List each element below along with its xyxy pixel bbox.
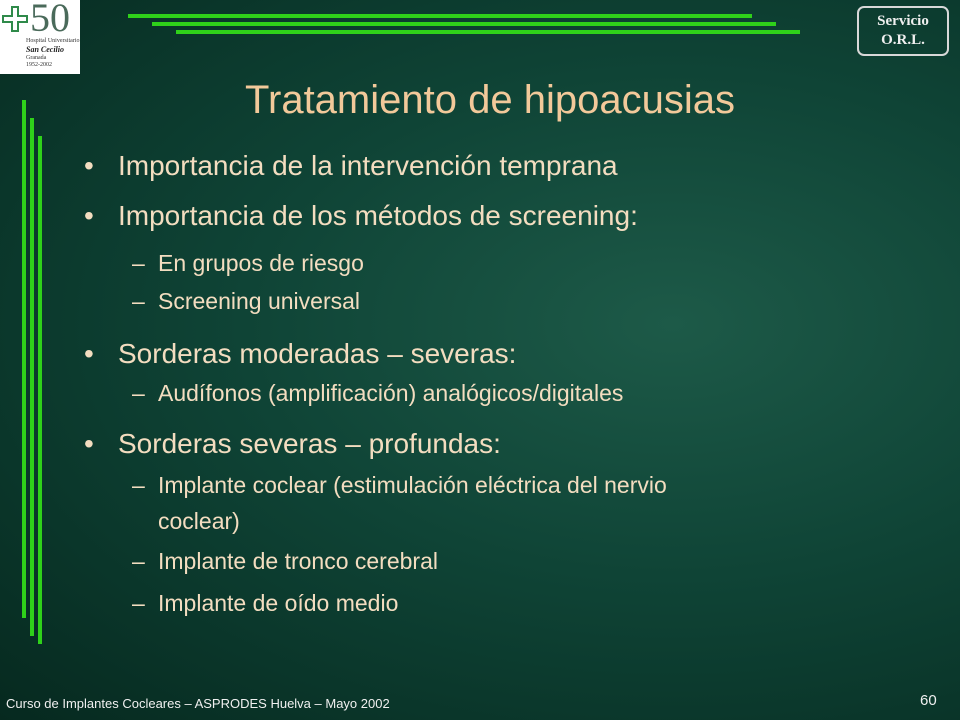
bullet-text: Implante de tronco cerebral xyxy=(158,548,438,574)
bullet-text: Implante coclear (estimulación eléctrica del nervio xyxy=(158,472,667,498)
bullet-marker: • xyxy=(84,200,94,231)
dash-marker: – xyxy=(132,288,145,314)
bullet-text: Importancia de los métodos de screening: xyxy=(118,200,638,231)
dash-marker: – xyxy=(132,548,145,574)
bullet-item xyxy=(84,200,638,232)
slide-title: Tratamiento de hipoacusias xyxy=(245,78,735,122)
sub-bullet-item xyxy=(132,548,438,575)
sub-bullet-item xyxy=(158,508,240,535)
dash-marker: – xyxy=(132,472,145,498)
cross-icon xyxy=(2,6,28,32)
logo-anniversary-number: 50 xyxy=(30,0,70,40)
bullet-item xyxy=(84,150,618,182)
bullet-marker: • xyxy=(84,338,94,369)
logo-line-2: San Cecilio xyxy=(26,45,65,54)
decor-vline-3 xyxy=(38,136,42,644)
logo-line-4: 1952-2002 xyxy=(26,62,52,68)
dash-marker: – xyxy=(132,590,145,616)
bullet-text: Sorderas moderadas – severas: xyxy=(118,338,517,369)
bullet-marker: • xyxy=(84,428,94,459)
decor-hline-1 xyxy=(128,14,752,18)
slide-footer: Curso de Implantes Cocleares – ASPRODES Huelva – Mayo 2002 xyxy=(6,696,390,711)
decor-hline-3 xyxy=(176,30,800,34)
sub-bullet-item xyxy=(132,288,361,315)
bullet-text: Audífonos (amplificación) analógicos/digitales xyxy=(158,380,624,406)
sub-bullet-item xyxy=(132,250,364,277)
sub-bullet-item xyxy=(132,472,667,499)
page-number: 60 xyxy=(920,692,937,709)
bullet-text: Implante de oído medio xyxy=(158,590,399,616)
service-badge xyxy=(857,6,949,56)
bullet-text: Importancia de la intervención temprana xyxy=(118,150,618,181)
bullet-text: Sorderas severas – profundas: xyxy=(118,428,501,459)
hospital-logo xyxy=(0,0,80,74)
bullet-item xyxy=(84,428,501,460)
dash-marker: – xyxy=(132,250,145,276)
bullet-text: En grupos de riesgo xyxy=(158,250,364,276)
bullet-marker: • xyxy=(84,150,94,181)
bullet-text: coclear) xyxy=(158,508,240,534)
decor-vline-1 xyxy=(22,100,26,618)
logo-line-1: Hospital Universitario xyxy=(26,38,80,44)
decor-hline-2 xyxy=(152,22,776,26)
bullet-text: Screening universal xyxy=(158,288,361,314)
dash-marker: – xyxy=(132,380,145,406)
badge-line-2: O.R.L. xyxy=(881,32,925,48)
bullet-item xyxy=(84,338,517,370)
sub-bullet-item xyxy=(132,380,624,407)
badge-line-1: Servicio xyxy=(877,13,929,29)
logo-line-3: Granada xyxy=(26,55,47,61)
decor-vline-2 xyxy=(30,118,34,636)
sub-bullet-item xyxy=(132,590,399,617)
